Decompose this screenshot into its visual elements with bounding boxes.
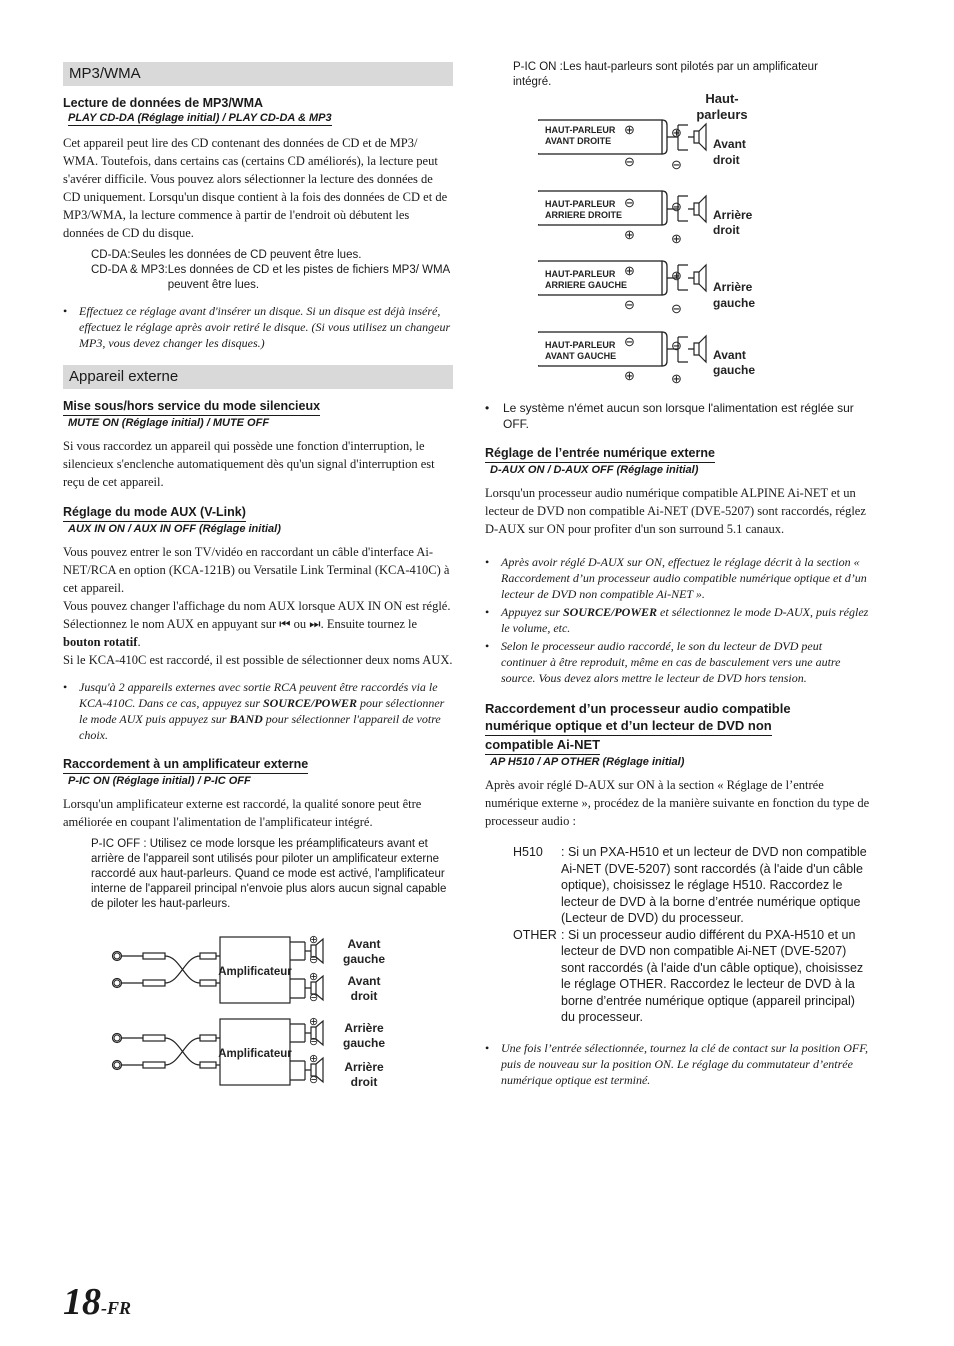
spk-name-4a: Avant xyxy=(713,348,746,362)
svg-text:⊕: ⊕ xyxy=(309,1016,319,1028)
spk-avant-droit-1: Avant xyxy=(347,974,381,988)
body-optical: Après avoir réglé D-AUX sur ON à la section « Réglage de l’entrée numérique externe », procédez de la manière suivante en fonction du type de processeur audio : xyxy=(485,778,870,828)
body-mp3: Cet appareil peut lire des CD contenant des données de CD et de MP3/ WMA. Toutefois, dans certains cas (certains CD améliorés), la lecture peut s'avérer difficile. Vous pouvez alors sélectionner la lecture des données de CD uniquement. Lorsqu'un disque contient à la fois des données de CD et de MP3/WMA, la lecture commence à partir de l'endroit où débutent les données de CD du disque. xyxy=(63,136,448,240)
svg-text:⊖: ⊖ xyxy=(309,1036,319,1048)
spk-avant-droit-2: droit xyxy=(350,989,378,1003)
spk-name-2a: Arrière xyxy=(713,208,753,222)
speaker-diagram xyxy=(538,88,778,388)
spk-name-4b: gauche xyxy=(713,363,756,377)
svg-text:⊕: ⊕ xyxy=(624,122,635,137)
heading-mp3: Lecture de données de MP3/WMA xyxy=(63,96,264,110)
option-cd-da: CD-DA : Seules les données de CD peuvent être lues. xyxy=(91,249,362,261)
spk-arriere-gauche-2: gauche xyxy=(342,1036,386,1050)
heading-daux: Réglage de l’entrée numérique externe xyxy=(485,446,870,463)
svg-text:⊕: ⊕ xyxy=(671,371,682,386)
subheading-optical: AP H510 / AP OTHER (Réglage initial) xyxy=(490,756,685,768)
subheading-daux: D-AUX ON / D-AUX OFF (Réglage initial) xyxy=(490,464,699,476)
right-column xyxy=(485,400,870,1090)
spk-name-1a: Avant xyxy=(713,137,746,151)
spk-name-3a: Arrière xyxy=(713,280,753,294)
next-icon: ⏭ xyxy=(309,617,321,631)
heading-mute: Mise sous/hors service du mode silencieux xyxy=(63,399,453,416)
body-aux-3: Si le KCA-410C est raccordé, il est possible de sélectionner deux noms AUX. xyxy=(63,653,453,667)
svg-text:⊕: ⊕ xyxy=(671,268,682,283)
spk-name-1b: droit xyxy=(713,153,740,167)
svg-text:⊖: ⊖ xyxy=(624,297,635,312)
hp-label-4b: AVANT GAUCHE xyxy=(545,351,617,361)
svg-text:⊖: ⊖ xyxy=(309,992,319,1004)
note-aux: • Jusqu'à 2 appareils externes avec sortie RCA peuvent être raccordés via le KCA-410C. Dans ce cas, appuyez sur SOURCE/POWER pour sélectionner le mode AUX puis appuyez sur BAND pour sélectionner l'appareil de votre choix. xyxy=(63,679,453,743)
svg-text:⊖: ⊖ xyxy=(624,334,635,349)
svg-text:⊕: ⊕ xyxy=(309,971,319,983)
amp-label-2: Amplificateur xyxy=(218,1048,292,1060)
spk-name-3b: gauche xyxy=(713,296,756,310)
note-daux-2: • Appuyez sur SOURCE/POWER et sélectionnez le mode D-AUX, puis réglez le volume, etc. xyxy=(485,604,870,636)
spk-arriere-gauche-1: Arrière xyxy=(344,1021,384,1035)
svg-text:⊕: ⊕ xyxy=(624,368,635,383)
svg-text:⊕: ⊕ xyxy=(671,125,682,140)
subheading-aux: AUX IN ON / AUX IN OFF (Réglage initial) xyxy=(68,523,281,535)
hp-label-1b: AVANT DROITE xyxy=(545,136,612,146)
body-mute: Si vous raccordez un appareil qui possède une fonction d'interruption, le silencieux s'enclenche automatiquement dès qu'un signal d'interruption est reçu de cet appareil. xyxy=(63,439,435,489)
speakers-header-2: parleurs xyxy=(696,107,748,122)
pic-on-desc: P-IC ON :Les haut-parleurs sont pilotés par un amplificateur intégré. xyxy=(513,61,818,88)
svg-text:⊖: ⊖ xyxy=(624,195,635,210)
subheading-mute: MUTE ON (Réglage initial) / MUTE OFF xyxy=(68,417,270,429)
svg-text:⊕: ⊕ xyxy=(671,231,682,246)
amp-label-1: Amplificateur xyxy=(218,966,292,978)
svg-text:⊖: ⊖ xyxy=(671,338,682,353)
svg-text:⊖: ⊖ xyxy=(671,301,682,316)
option-cd-da-mp3: CD-DA & MP3 : Les données de CD et les pistes de fichiers MP3/ WMA peuvent être lues. xyxy=(91,264,450,291)
svg-text:⊕: ⊕ xyxy=(624,263,635,278)
body-amp: Lorsqu'un amplificateur externe est raccordé, la qualité sonore peut être améliorée en coupant l'alimentation de l'amplificateur intégré. xyxy=(63,797,422,829)
option-other: OTHER : Si un processeur audio différent du PXA-H510 et un lecteur de DVD non compatible Ai-NET (DVE-5207) sont raccordés (à l'aide d'un câble optique), choisissez le réglage OTHER. Raccordez le lecteur de DVD à la borne d’entrée numérique optique (appareil principal) du processeur. xyxy=(513,927,864,1024)
svg-text:⊕: ⊕ xyxy=(309,934,319,946)
hp-label-1a: HAUT-PARLEUR xyxy=(545,125,616,135)
note-daux-3: • Selon le processeur audio raccordé, le son du lecteur de DVD peut continuer à être reproduit, même en cas de basculement vers une autre source. Vous devez alors mettre le lecteur de DVD hors tension. xyxy=(485,638,870,686)
svg-text:⊖: ⊖ xyxy=(671,157,682,172)
option-h510: H510 : Si un PXA-H510 et un lecteur de DVD non compatible Ai-NET (DVE-5207) sont raccordés (à l'aide d'un câble optique), choisissez le réglage H510. Raccordez le lecteur de DVD à la borne d’entrée numérique optique (Lecteur de DVD) du processeur. xyxy=(513,845,867,925)
spk-arriere-droit-2: droit xyxy=(350,1075,378,1089)
left-column xyxy=(63,62,453,912)
page-number: 18-FR xyxy=(63,1281,132,1323)
hp-label-4a: HAUT-PARLEUR xyxy=(545,340,616,350)
hp-label-3b: ARRIERE GAUCHE xyxy=(545,280,628,290)
hp-label-2a: HAUT-PARLEUR xyxy=(545,199,616,209)
svg-text:⊖: ⊖ xyxy=(624,154,635,169)
svg-text:⊕: ⊕ xyxy=(309,1053,319,1065)
subheading-amp: P-IC ON (Réglage initial) / P-IC OFF xyxy=(68,775,251,787)
speakers-header-1: Haut- xyxy=(705,91,739,106)
heading-amp: Raccordement à un amplificateur externe xyxy=(63,757,453,774)
svg-text:⊕: ⊕ xyxy=(624,227,635,242)
heading-optical: Raccordement d’un processeur audio compatible numérique optique et d’un lecteur de DVD non compatible Ai-NET xyxy=(485,700,870,755)
spk-arriere-droit-1: Arrière xyxy=(344,1060,384,1074)
section-title-mp3: MP3/WMA xyxy=(63,62,453,86)
spk-name-2b: droit xyxy=(713,223,740,237)
amplifier-diagram xyxy=(105,928,405,1098)
pic-off-desc: P-IC OFF : Utilisez ce mode lorsque les préamplificateurs avant et arrière de l'appareil sont utilisés pour piloter un amplificateur externe raccordé aux haut-parleurs. Quand ce mode est activé, l'amplificateur interne de l'appareil principal n'envoie plus alors aucun signal capable de piloter les haut-parleurs. xyxy=(91,838,447,910)
section-title-external: Appareil externe xyxy=(63,365,453,389)
pic-note: • Le système n'émet aucun son lorsque l'alimentation est réglée sur OFF. xyxy=(485,400,870,432)
body-daux: Lorsqu'un processeur audio numérique compatible ALPINE Ai-NET et un lecteur de DVD non compatible Ai-NET (DVE-5207) sont raccordés, réglez D-AUX sur ON pour profiter d'un son surround 5.1 canaux. xyxy=(485,486,866,536)
heading-aux: Réglage du mode AUX (V-Link) xyxy=(63,505,453,522)
note-optical: • Une fois l’entrée sélectionnée, tournez la clé de contact sur la position OFF, puis de nouveau sur la position ON. Le réglage du commutateur d’entrée numérique optique est terminé. xyxy=(485,1040,870,1088)
svg-text:⊖: ⊖ xyxy=(309,954,319,966)
subheading-mp3: PLAY CD-DA (Réglage initial) / PLAY CD-DA & MP3 xyxy=(68,112,332,124)
body-aux-1: Vous pouvez entrer le son TV/vidéo en raccordant un câble d'interface Ai-NET/RCA en option (KCA-121B) ou Versatile Link Terminal (KCA-410C) à cet appareil. xyxy=(63,545,450,595)
svg-text:⊖: ⊖ xyxy=(309,1074,319,1086)
prev-icon: ⏮ xyxy=(279,617,291,631)
note-mp3: • Effectuez ce réglage avant d'insérer un disque. Si un disque est déjà inséré, effectuez le réglage après avoir retiré le disque. (Si vous utilisez un changeur MP3, vous devez changer les disques.) xyxy=(63,303,453,351)
hp-label-2b: ARRIERE DROITE xyxy=(545,210,623,220)
hp-label-3a: HAUT-PARLEUR xyxy=(545,269,616,279)
svg-text:⊖: ⊖ xyxy=(671,199,682,214)
spk-avant-gauche-1: Avant xyxy=(347,937,381,951)
spk-avant-gauche-2: gauche xyxy=(342,952,386,966)
note-daux-1: • Après avoir réglé D-AUX sur ON, effectuez le réglage décrit à la section « Raccordement d’un processeur audio compatible numérique optique et d’un lecteur de DVD non compatible Ai-NET ». xyxy=(485,554,870,602)
body-aux-2: Vous pouvez changer l'affichage du nom AUX lorsque AUX IN ON est réglé. Sélectionnez le nom AUX en appuyant sur ⏮ ou ⏭. Ensuite tournez le bouton rotatif. xyxy=(63,599,451,649)
